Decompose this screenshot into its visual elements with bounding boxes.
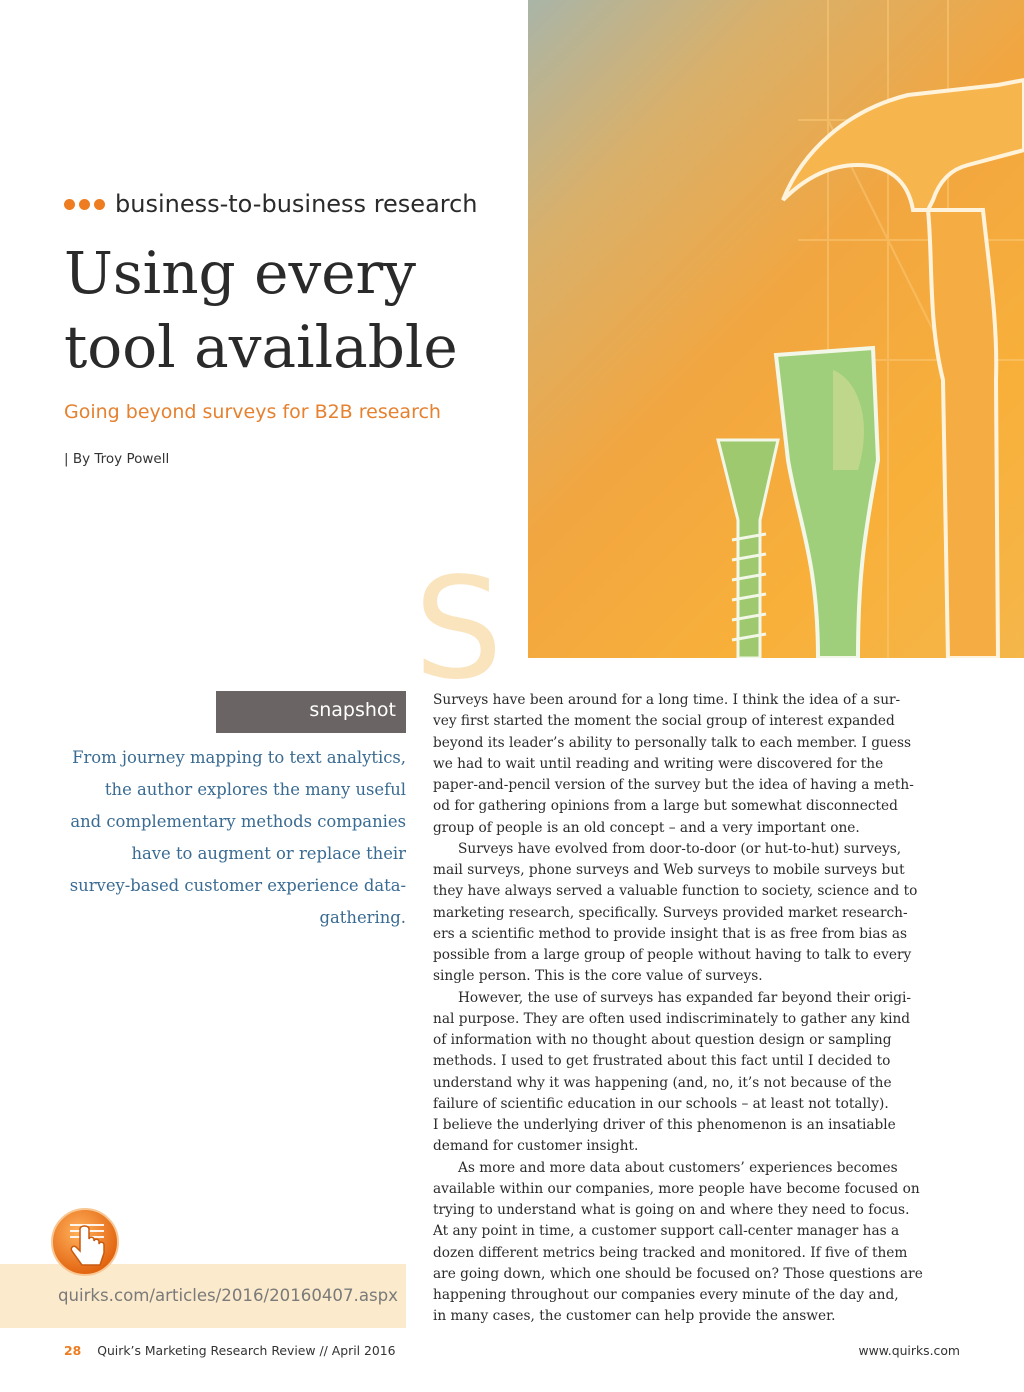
body-paragraph xyxy=(433,839,961,988)
kicker-dots-icon xyxy=(64,199,105,210)
article-body xyxy=(433,690,961,1328)
article-headline xyxy=(64,236,504,384)
publication-info: Quirk’s Marketing Research Review // April 2016 xyxy=(97,1343,396,1358)
body-line: methods. I used to get frustrated about this fact until I decided to xyxy=(433,1053,891,1070)
body-line: od for gathering opinions from a large but somewhat disconnected xyxy=(433,798,898,815)
body-line: in many cases, the customer can help provide the answer. xyxy=(433,1308,836,1325)
body-line: beyond its leader’s ability to personally talk to each member. I guess xyxy=(433,734,912,751)
page-number: 28 xyxy=(64,1343,82,1358)
kicker-label: business-to-business research xyxy=(115,190,478,218)
body-line: As more and more data about customers’ experiences becomes xyxy=(458,1159,898,1176)
article-deck: Going beyond surveys for B2B research xyxy=(64,401,441,423)
section-kicker xyxy=(64,190,478,218)
website-link[interactable]: www.quirks.com xyxy=(858,1343,960,1358)
headline-line-1: Using every xyxy=(64,239,417,307)
body-line: paper-and-pencil version of the survey but the idea of having a meth- xyxy=(433,777,914,793)
body-line: nal purpose. They are often used indiscriminately to gather any kind xyxy=(433,1010,911,1027)
snapshot-line: have to augment or replace their xyxy=(131,844,406,863)
body-line: dozen different metrics being tracked and monitored. If five of them xyxy=(433,1244,908,1261)
body-line: failure of scientific education in our schools – at least not totally). xyxy=(433,1095,889,1112)
body-line: marketing research, specifically. Surveys provided market research- xyxy=(433,904,908,921)
body-line: we had to wait until reading and writing were discovered for the xyxy=(433,755,884,772)
body-line: At any point in time, a customer support call-center manager has a xyxy=(433,1223,900,1240)
pointing-hand-icon[interactable] xyxy=(50,1207,120,1277)
snapshot-line: survey-based customer experience data- xyxy=(69,876,406,895)
body-line: mail surveys, phone surveys and Web surveys to mobile surveys but xyxy=(433,862,905,878)
body-line: I believe the underlying driver of this phenomenon is an insatiable xyxy=(433,1117,896,1133)
body-line: happening throughout our companies every minute of the day and, xyxy=(433,1287,899,1303)
body-line: single person. This is the core value of surveys. xyxy=(433,968,763,985)
body-line: vey first started the moment the social group of interest expanded xyxy=(433,713,895,730)
snapshot-summary xyxy=(50,742,406,934)
body-paragraph xyxy=(433,1158,961,1328)
snapshot-line: From journey mapping to text analytics, xyxy=(72,748,406,767)
snapshot-line: gathering. xyxy=(319,908,406,927)
decorative-dropcap: S xyxy=(414,548,503,711)
page-footer xyxy=(64,1343,960,1358)
body-line: they have always served a valuable function to society, science and to xyxy=(433,883,918,900)
article-byline: | By Troy Powell xyxy=(64,451,170,467)
body-paragraph xyxy=(433,988,961,1158)
snapshot-line: and complementary methods companies xyxy=(70,812,406,831)
hero-illustration xyxy=(528,0,1024,658)
body-line: are going down, which one should be focused on? Those questions are xyxy=(433,1265,923,1282)
article-link[interactable]: quirks.com/articles/2016/20160407.aspx xyxy=(57,1286,398,1305)
snapshot-line: the author explores the many useful xyxy=(104,780,406,799)
body-line: Surveys have evolved from door-to-door (or hut-to-hut) surveys, xyxy=(458,840,902,857)
body-line: However, the use of surveys has expanded far beyond their origi- xyxy=(458,989,911,1006)
body-line: ers a scientific method to provide insight that is as free from bias as xyxy=(433,925,908,942)
snapshot-label: snapshot xyxy=(309,699,396,721)
body-line: understand why it was happening (and, no, it’s not because of the xyxy=(433,1074,892,1091)
snapshot-header xyxy=(216,691,406,733)
body-line: of information with no thought about question design or sampling xyxy=(433,1032,892,1048)
body-line: possible from a large group of people without having to talk to every xyxy=(433,947,912,963)
body-paragraph xyxy=(433,690,961,839)
body-line: Surveys have been around for a long time. I think the idea of a sur- xyxy=(433,692,901,708)
body-line: group of people is an old concept – and a very important one. xyxy=(433,819,860,836)
headline-line-2: tool available xyxy=(64,313,458,381)
body-line: trying to understand what is going on and where they need to focus. xyxy=(433,1202,910,1218)
body-line: demand for customer insight. xyxy=(433,1138,639,1155)
body-line: available within our companies, more people have become focused on xyxy=(433,1180,920,1197)
tools-illustration xyxy=(528,0,1024,658)
